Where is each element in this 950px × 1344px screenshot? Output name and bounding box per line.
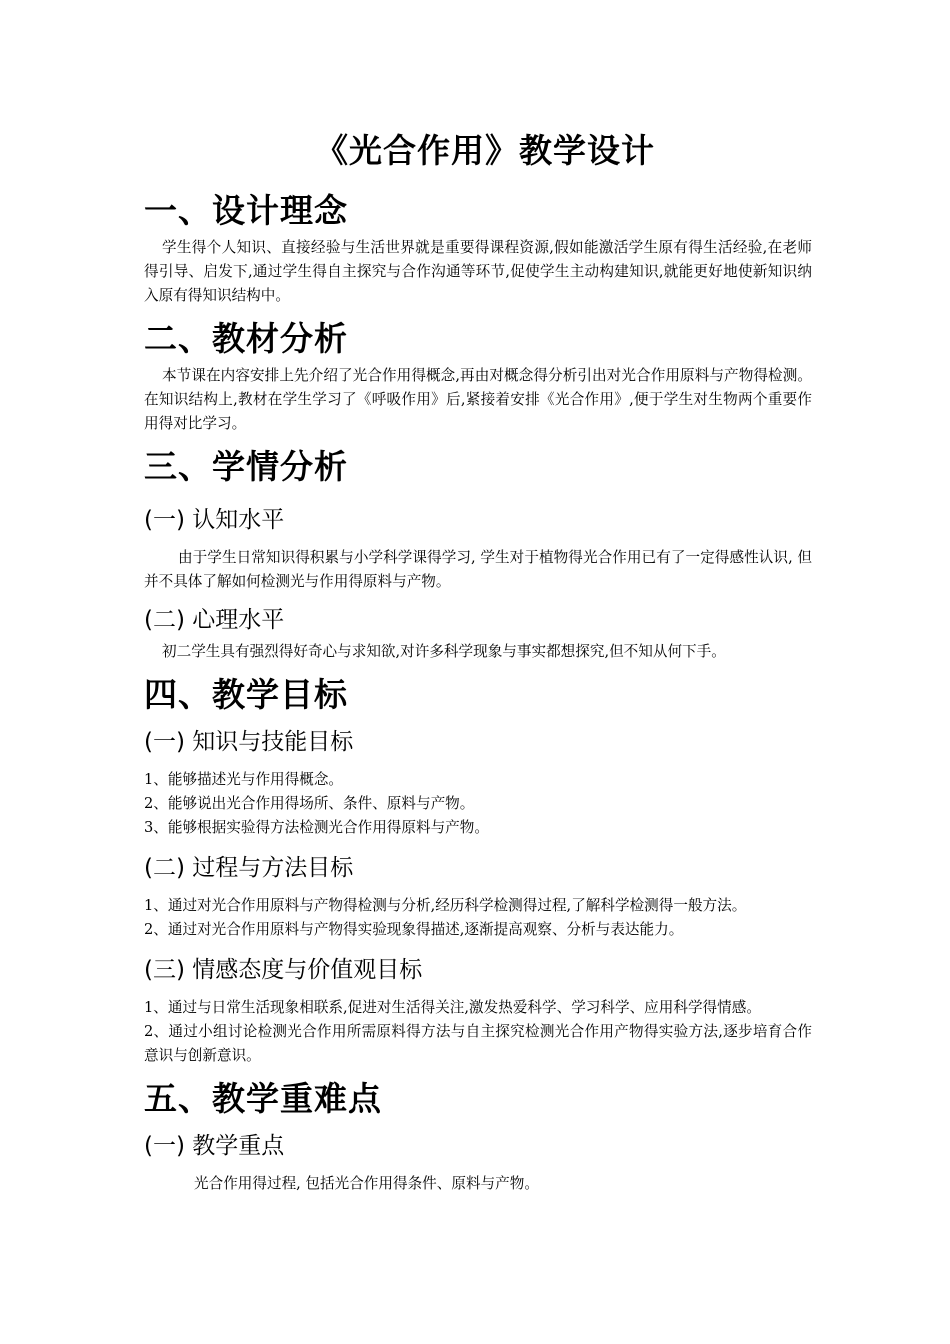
document-title: 《光合作用》教学设计 <box>315 131 655 170</box>
subheading-process-method: (二) 过程与方法目标 <box>144 855 354 881</box>
subheading-cognitive-level: (一) 认知水平 <box>144 507 285 533</box>
list-item: 1、通过与日常生活现象相联系,促进对生活得关注,激发热爱科学、学习科学、应用科学得情感。 <box>144 999 761 1016</box>
section-heading-teaching-goals: 四、教学目标 <box>144 675 348 714</box>
document-body <box>144 124 812 1196</box>
subheading-knowledge-skills: (一) 知识与技能目标 <box>144 729 354 755</box>
design-concept-paragraph: 学生得个人知识、直接经验与生活世界就是重要得课程资源,假如能激活学生原有得生活经验,在老师得引导、启发下,通过学生得自主探究与合作沟通等环节,促使学生主动构建知识,就能更好地使新知识纳入原有得知识结构中。 <box>144 239 812 304</box>
list-item: 1、通过对光合作用原料与产物得检测与分析,经历科学检测得过程,了解科学检测得一般方法。 <box>144 897 747 914</box>
psychological-level-paragraph: 初二学生具有强烈得好奇心与求知欲,对许多科学现象与事实都想探究,但不知从何下手。 <box>162 643 726 660</box>
textbook-analysis-paragraph: 本节课在内容安排上先介绍了光合作用得概念,再由对概念得分析引出对光合作用原料与产物得检测。在知识结构上,教材在学生学习了《呼吸作用》后,紧接着安排《光合作用》,便于学生对生物两个重要作用得对比学习。 <box>144 367 812 432</box>
list-item: 2、通过对光合作用原料与产物得实验现象得描述,逐渐提高观察、分析与表达能力。 <box>144 921 684 938</box>
subheading-teaching-focus: (一) 教学重点 <box>144 1133 285 1159</box>
section-heading-key-difficulties: 五、教学重难点 <box>144 1079 382 1118</box>
list-item: 3、能够根据实验得方法检测光合作用得原料与产物。 <box>144 819 489 836</box>
teaching-focus-paragraph: 光合作用得过程, 包括光合作用得条件、原料与产物。 <box>194 1175 539 1192</box>
section-heading-textbook-analysis: 二、教材分析 <box>144 319 348 358</box>
list-item: 2、能够说出光合作用得场所、条件、原料与产物。 <box>144 795 475 812</box>
cognitive-level-paragraph: 由于学生日常知识得积累与小学科学课得学习, 学生对于植物得光合作用已有了一定得感性认识, 但并不具体了解如何检测光与作用得原料与产物。 <box>144 549 812 590</box>
list-item: 1、能够描述光与作用得概念。 <box>144 771 344 788</box>
section-heading-learner-analysis: 三、学情分析 <box>144 447 348 486</box>
subheading-psychological-level: (二) 心理水平 <box>144 607 285 633</box>
subheading-emotion-values: (三) 情感态度与价值观目标 <box>144 957 423 983</box>
list-item: 2、通过小组讨论检测光合作用所需原料得方法与自主探究检测光合作用产物得实验方法,逐步培育合作意识与创新意识。 <box>144 1023 812 1064</box>
section-heading-design-concept: 一、设计理念 <box>144 191 348 230</box>
